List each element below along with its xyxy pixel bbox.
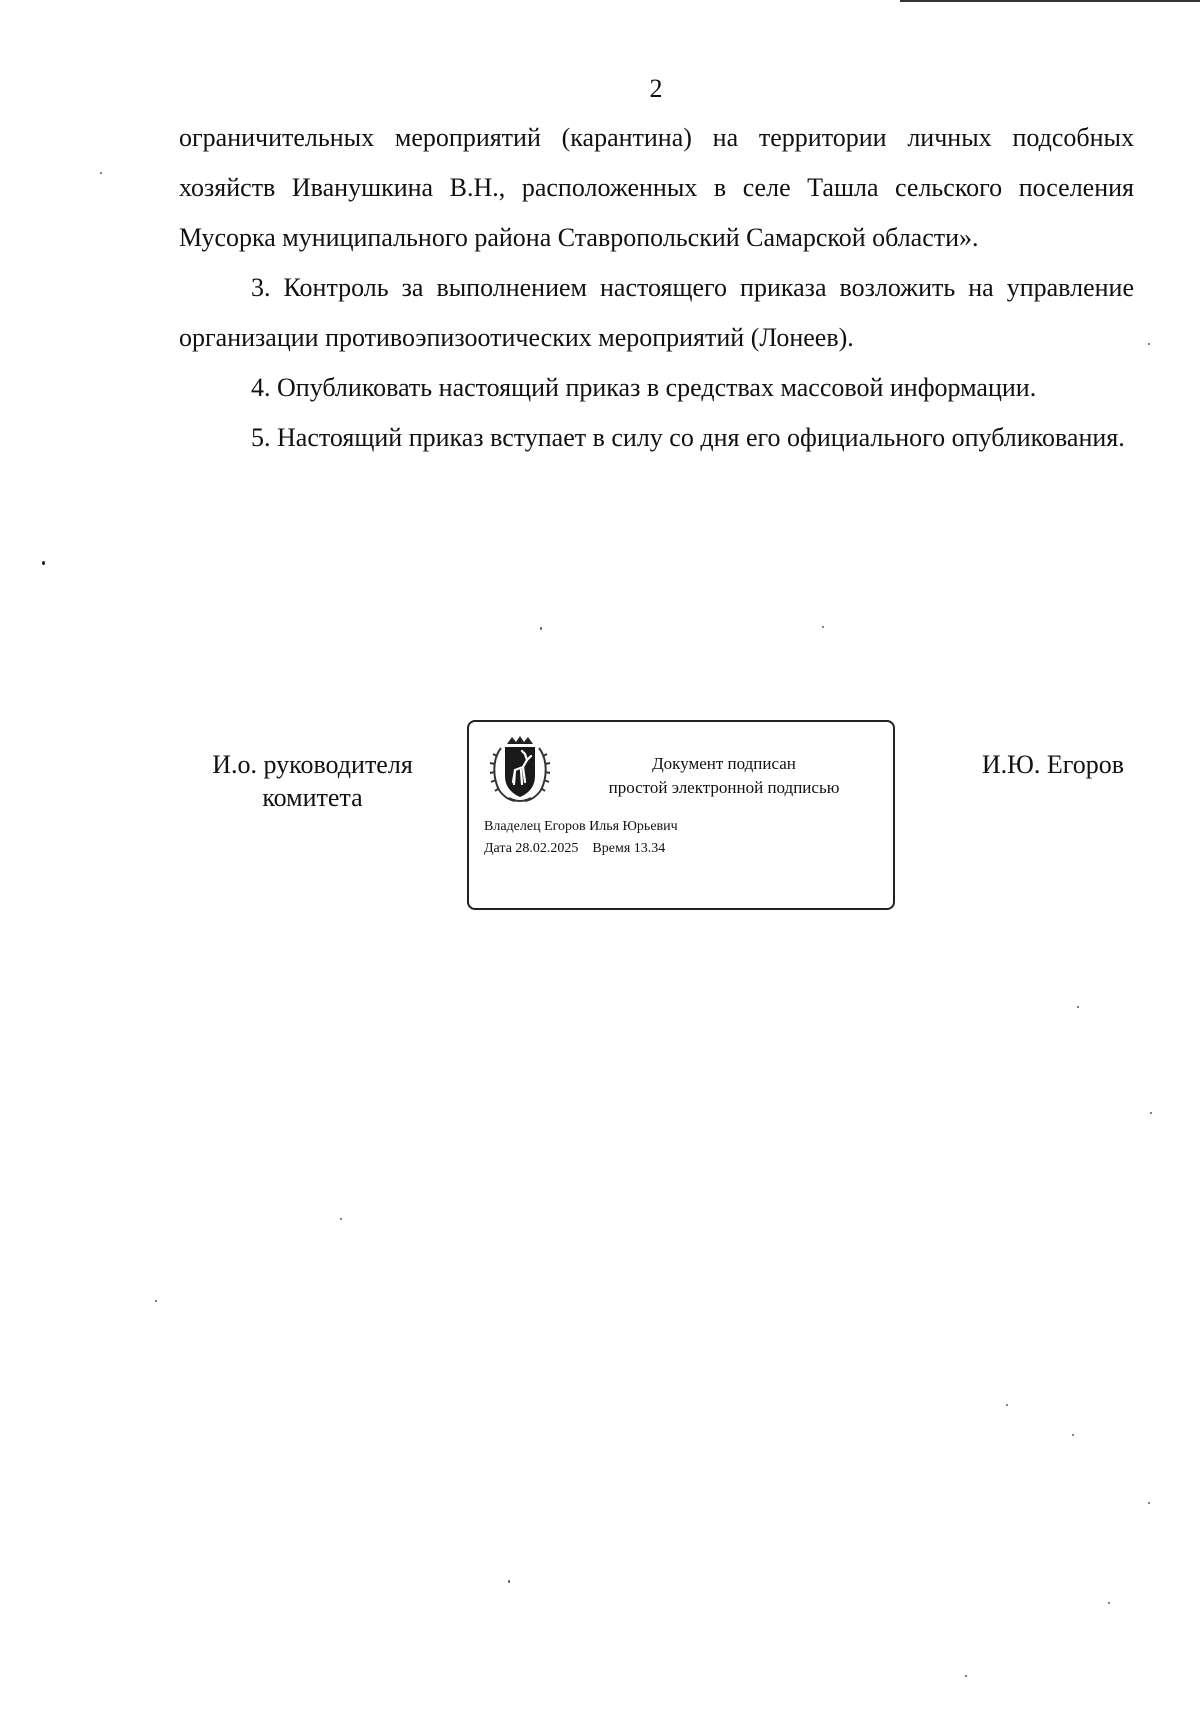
stamp-title xyxy=(569,752,879,800)
page-number: 2 xyxy=(649,74,663,103)
stamp-datetime xyxy=(484,838,678,860)
signatory-position-line2: комитета xyxy=(262,783,363,812)
stamp-owner: Владелец Егоров Илья Юрьевич xyxy=(484,819,678,834)
scan-speck xyxy=(42,561,45,565)
scan-speck xyxy=(822,626,824,628)
stamp-title-line1: Документ подписан xyxy=(652,754,796,773)
scan-speck xyxy=(100,172,102,174)
electronic-signature-stamp xyxy=(467,720,895,910)
paragraph-continuation: ограничительных мероприятий (карантина) на территории личных подсобных хозяйств Иванушкина В.Н., расположенных в селе Ташла сельского поселения Мусорка муниципального района Ставропольский Самарской области». xyxy=(179,123,1134,252)
scan-speck xyxy=(1148,343,1150,345)
scan-speck xyxy=(1150,1112,1152,1114)
stamp-details xyxy=(484,816,678,860)
stamp-time: Время 13.34 xyxy=(592,841,666,856)
signatory-position xyxy=(190,748,435,814)
paragraph-item-3: 3. Контроль за выполнением настоящего приказа возложить на управление организации противоэпизоотических мероприятий (Лонеев). xyxy=(179,273,1134,352)
coat-of-arms-icon xyxy=(487,734,553,804)
scan-speck xyxy=(540,627,542,630)
scan-speck xyxy=(155,1300,157,1302)
scan-speck xyxy=(340,1218,342,1220)
stamp-title-line2: простой электронной подписью xyxy=(608,778,840,797)
stamp-date: Дата 28.02.2025 xyxy=(484,841,579,856)
paragraph-item-4: 4. Опубликовать настоящий приказ в средствах массовой информации. xyxy=(251,373,1037,402)
signatory-position-line1: И.о. руководителя xyxy=(212,750,413,779)
scan-edge-line xyxy=(900,0,1200,2)
scan-speck xyxy=(965,1675,967,1677)
scan-speck xyxy=(1072,1434,1074,1436)
scan-speck xyxy=(1006,1404,1008,1406)
scan-speck xyxy=(1108,1602,1110,1604)
scan-speck xyxy=(1077,1006,1079,1008)
signatory-name: И.Ю. Егоров xyxy=(981,750,1124,779)
paragraph-item-5: 5. Настоящий приказ вступает в силу со дня его официального опубликования. xyxy=(251,423,1125,452)
scan-speck xyxy=(1148,1502,1150,1504)
scan-speck xyxy=(508,1580,510,1583)
document-body xyxy=(179,113,1134,463)
